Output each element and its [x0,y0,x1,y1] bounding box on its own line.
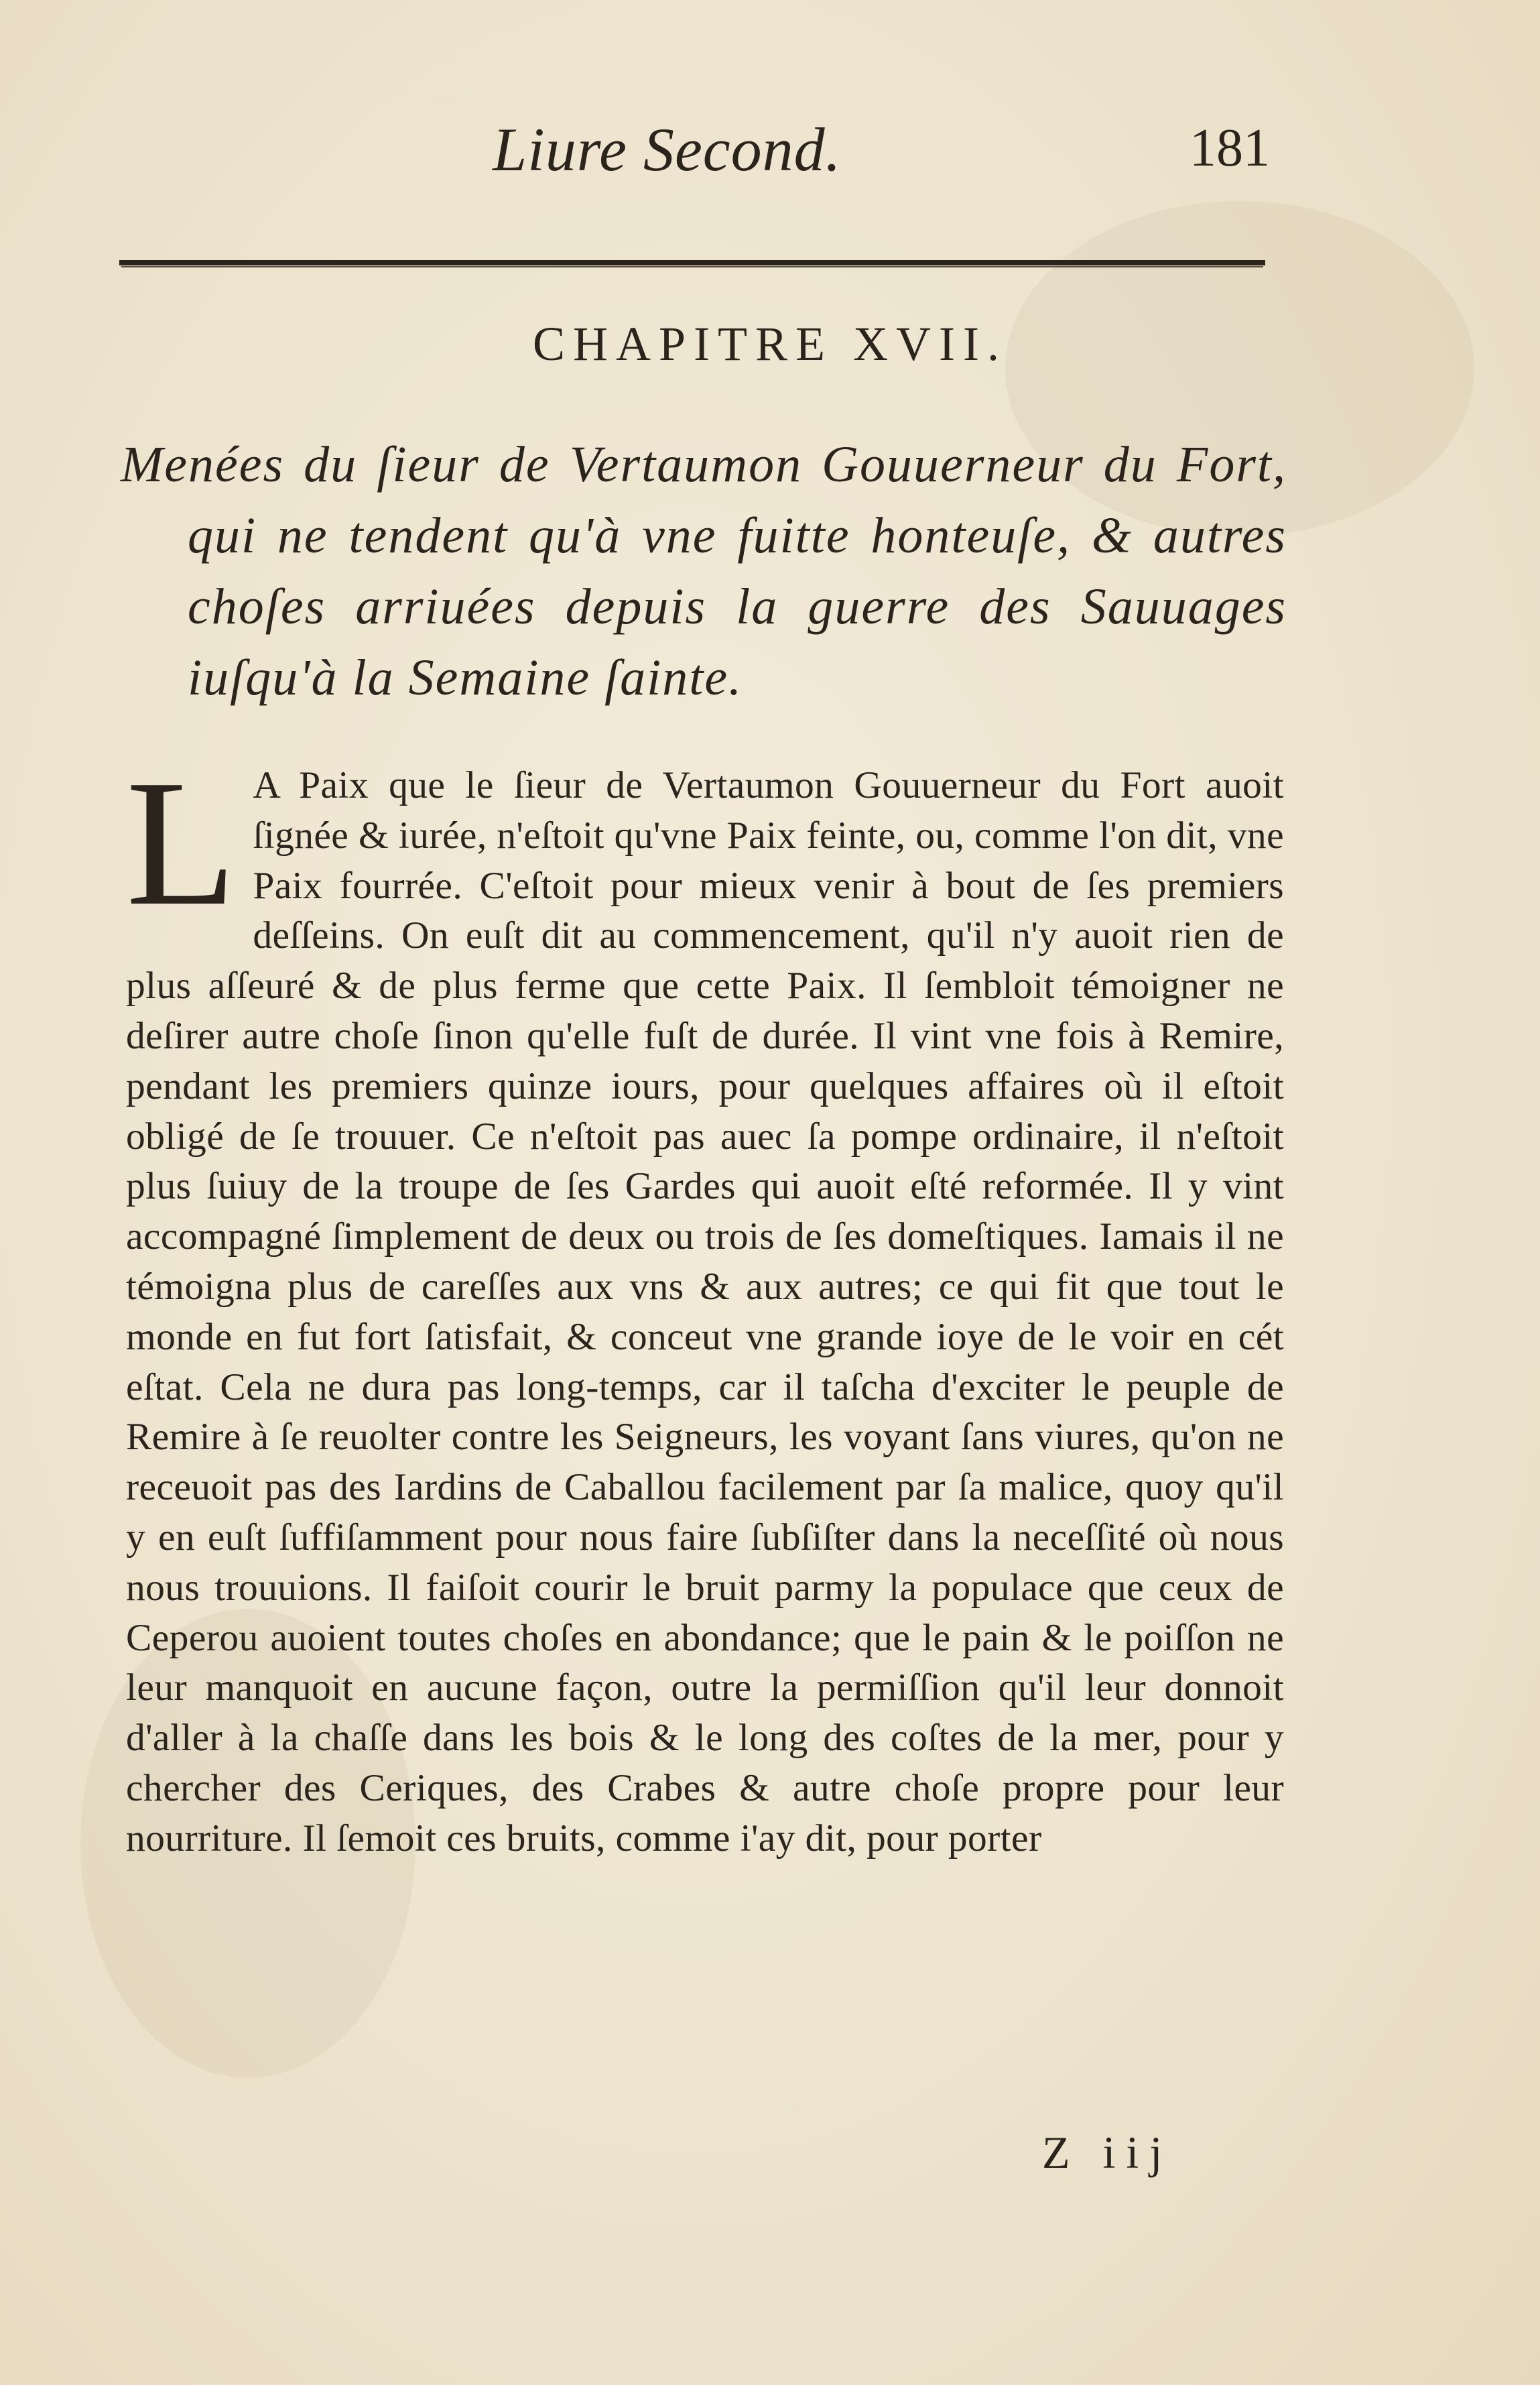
running-head [0,114,1540,194]
chapter-title-line-1: Menées du ſieur de Vertaumon Gouuerneur du [121,436,1157,493]
chapter-title-rest: Fort, qui ne tendent qu'à vne fuitte honteuſe, & autres choſes arriuées depuis la guerre des Sauuages iuſqu'à la Semaine ſainte. [188,436,1287,706]
paragraph-text: A Paix que le ſieur de Vertaumon Gouuerneur du Fort auoit ſignée & iurée, n'eſtoit qu'vne Paix feinte, ou, comme l'on dit, vne Paix fourrée. C'eſtoit pour mieux venir à bout de ſes premiers deſſeins. On euſt dit au commencement, qu'il n'y auoit rien de plus aſſeuré & de plus ferme que cette Paix. Il ſembloit témoigner ne deſirer autre choſe ſinon qu'elle fuſt de durée. Il vint vne fois à Remire, pendant les premiers quinze iours, pour quelques affaires où il eſtoit obligé de ſe trouuer. Ce n'eſtoit pas auec ſa pompe ordinaire, il n'eſtoit plus ſuiuy de la troupe de ſes Gardes qui auoit eſté reformée. Il y vint accompagné ſimplement de deux ou trois de ſes domeſtiques. Iamais il ne témoigna plus de careſſes aux vns & aux autres; ce qui fit que tout le monde en fut fort ſatisfait, & conceut vne grande ioye de le voir en cét eſtat. Cela ne dura pas long-temps, car il taſcha d'exciter le peuple de Remire à ſe reuolter contre les Seigneurs, les voyant ſans viures, qu'on ne receuoit pas des Iardins de Caballou facilement par ſa malice, quoy qu'il y en euſt ſuffiſamment pour nous faire ſubſiſter dans la neceſſité où nous nous trouuions. Il faiſoit courir le bruit parmy la populace que ceux de Ceperou auoient toutes choſes en abondance; que le pain & le poiſſon ne leur manquoit en aucune façon, outre la permiſſion qu'il leur donnoit d'aller à la chaſſe dans les bois & le long des coſtes de la mer, pour y chercher des Ceriques, des Crabes & autre choſe propre pour leur nourriture. Il ſemoit ces bruits, comme i'ay dit, pour porter [126,764,1284,1859]
chapter-title-text [121,429,1287,713]
page-number: 181 [1190,119,1270,178]
chapter-heading: CHAPITRE XVII. [533,317,1007,371]
header-rule [119,260,1265,265]
chapter-title [121,429,1287,713]
running-title: Liure Second. [493,115,842,184]
body-paragraph [126,743,1284,1864]
signature-mark: Z iij [1042,2127,1173,2178]
drop-cap: L [126,743,237,943]
